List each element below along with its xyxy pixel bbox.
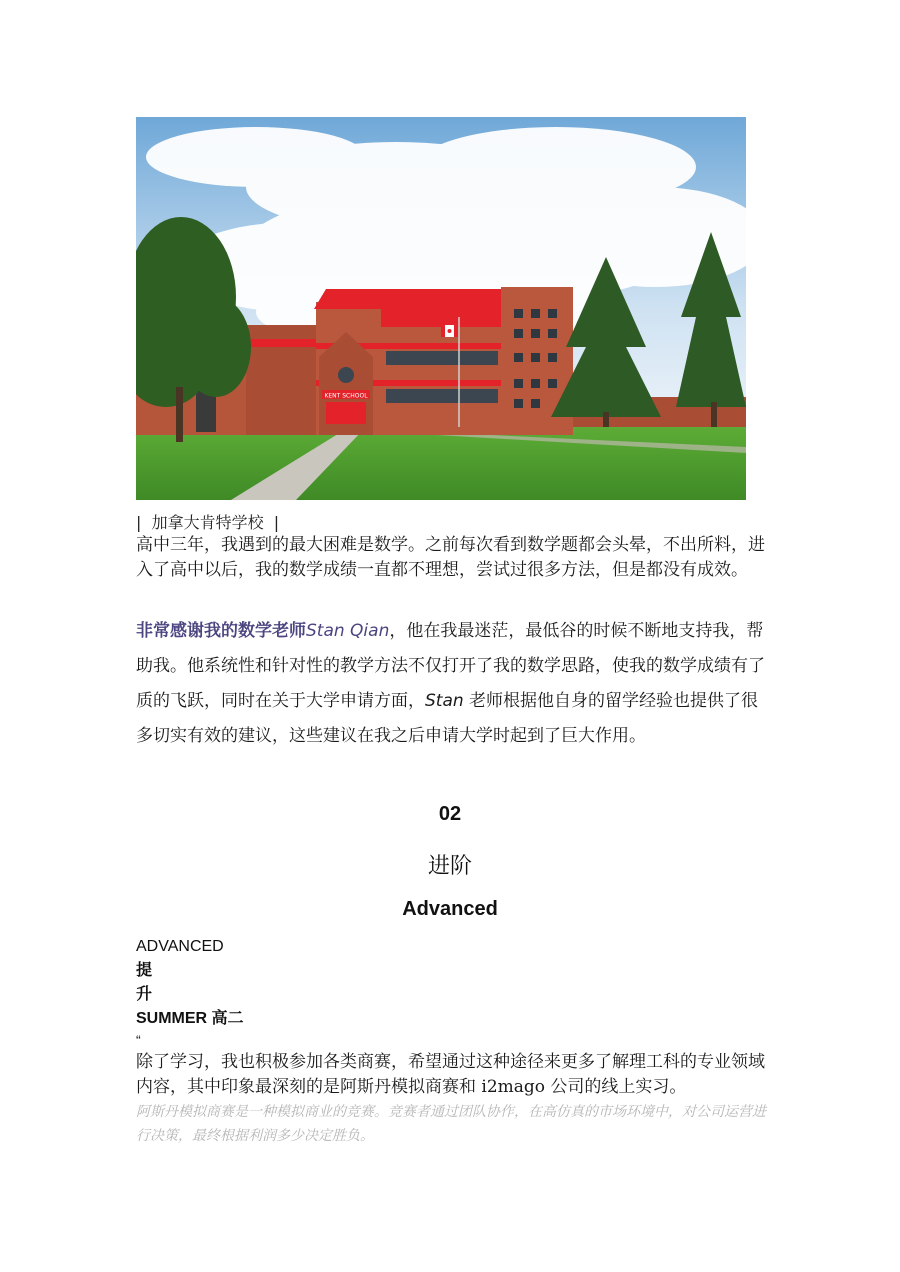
photo-caption: | 加拿大肯特学校 | — [136, 513, 280, 532]
label-sheng: 升 — [136, 986, 153, 1003]
school-photo — [136, 117, 746, 500]
section-number: 02 — [438, 803, 462, 825]
school-sign-text: KENT SCHOOL — [324, 392, 368, 400]
teacher-name: Stan Qian — [306, 621, 390, 641]
label-advanced: ADVANCED — [136, 938, 224, 955]
school-building-photo — [136, 117, 746, 500]
open-quote: “ — [136, 1032, 141, 1048]
teacher-short-name: Stan — [425, 691, 464, 711]
paragraph-math-difficulty: 高中三年，我遇到的最大困难是数学。之前每次看到数学题都会头晕，不出所料，进入了高中以后，我的数学成绩一直都不理想，尝试过很多方法，但是都没有成效。 — [136, 535, 765, 580]
section-labels — [136, 935, 244, 1049]
paragraph-text: ，他在我最迷茫，最低谷的时候不断地支持我，帮助我。他系统性和针对性的教学方法不仅打开了我的数学思路，使我的数学成绩有了质的飞跃，同时在关于大学申请方面， — [136, 621, 765, 711]
highlight-thanks: 非常感谢我的数学老师 — [136, 621, 306, 641]
label-ti: 提 — [136, 962, 153, 979]
label-summer: SUMMER 高二 — [136, 1010, 244, 1027]
paragraph-teacher-thanks — [136, 614, 768, 754]
paragraph-competition-desc: 阿斯丹模拟商赛是一种模拟商业的竞赛。竞赛者通过团队协作，在高仿真的市场环境中，对公司运营进行决策，最终根据利润多少决定胜负。 — [136, 1104, 766, 1144]
paragraph-competitions: 除了学习，我也积极参加各类商赛，希望通过这种途径来更多了解理工科的专业领域内容，其中印象最深刻的是阿斯丹模拟商赛和 i2mago 公司的线上实习。 — [136, 1052, 765, 1097]
section-title-cn: 进阶 — [427, 854, 472, 879]
paragraph-text: 老师根据他自身的留学经验也提供了很多切实有效的建议，这些建议在我之后申请大学时起到了巨大作用。 — [136, 691, 759, 746]
section-title-en: Advanced — [402, 898, 498, 920]
